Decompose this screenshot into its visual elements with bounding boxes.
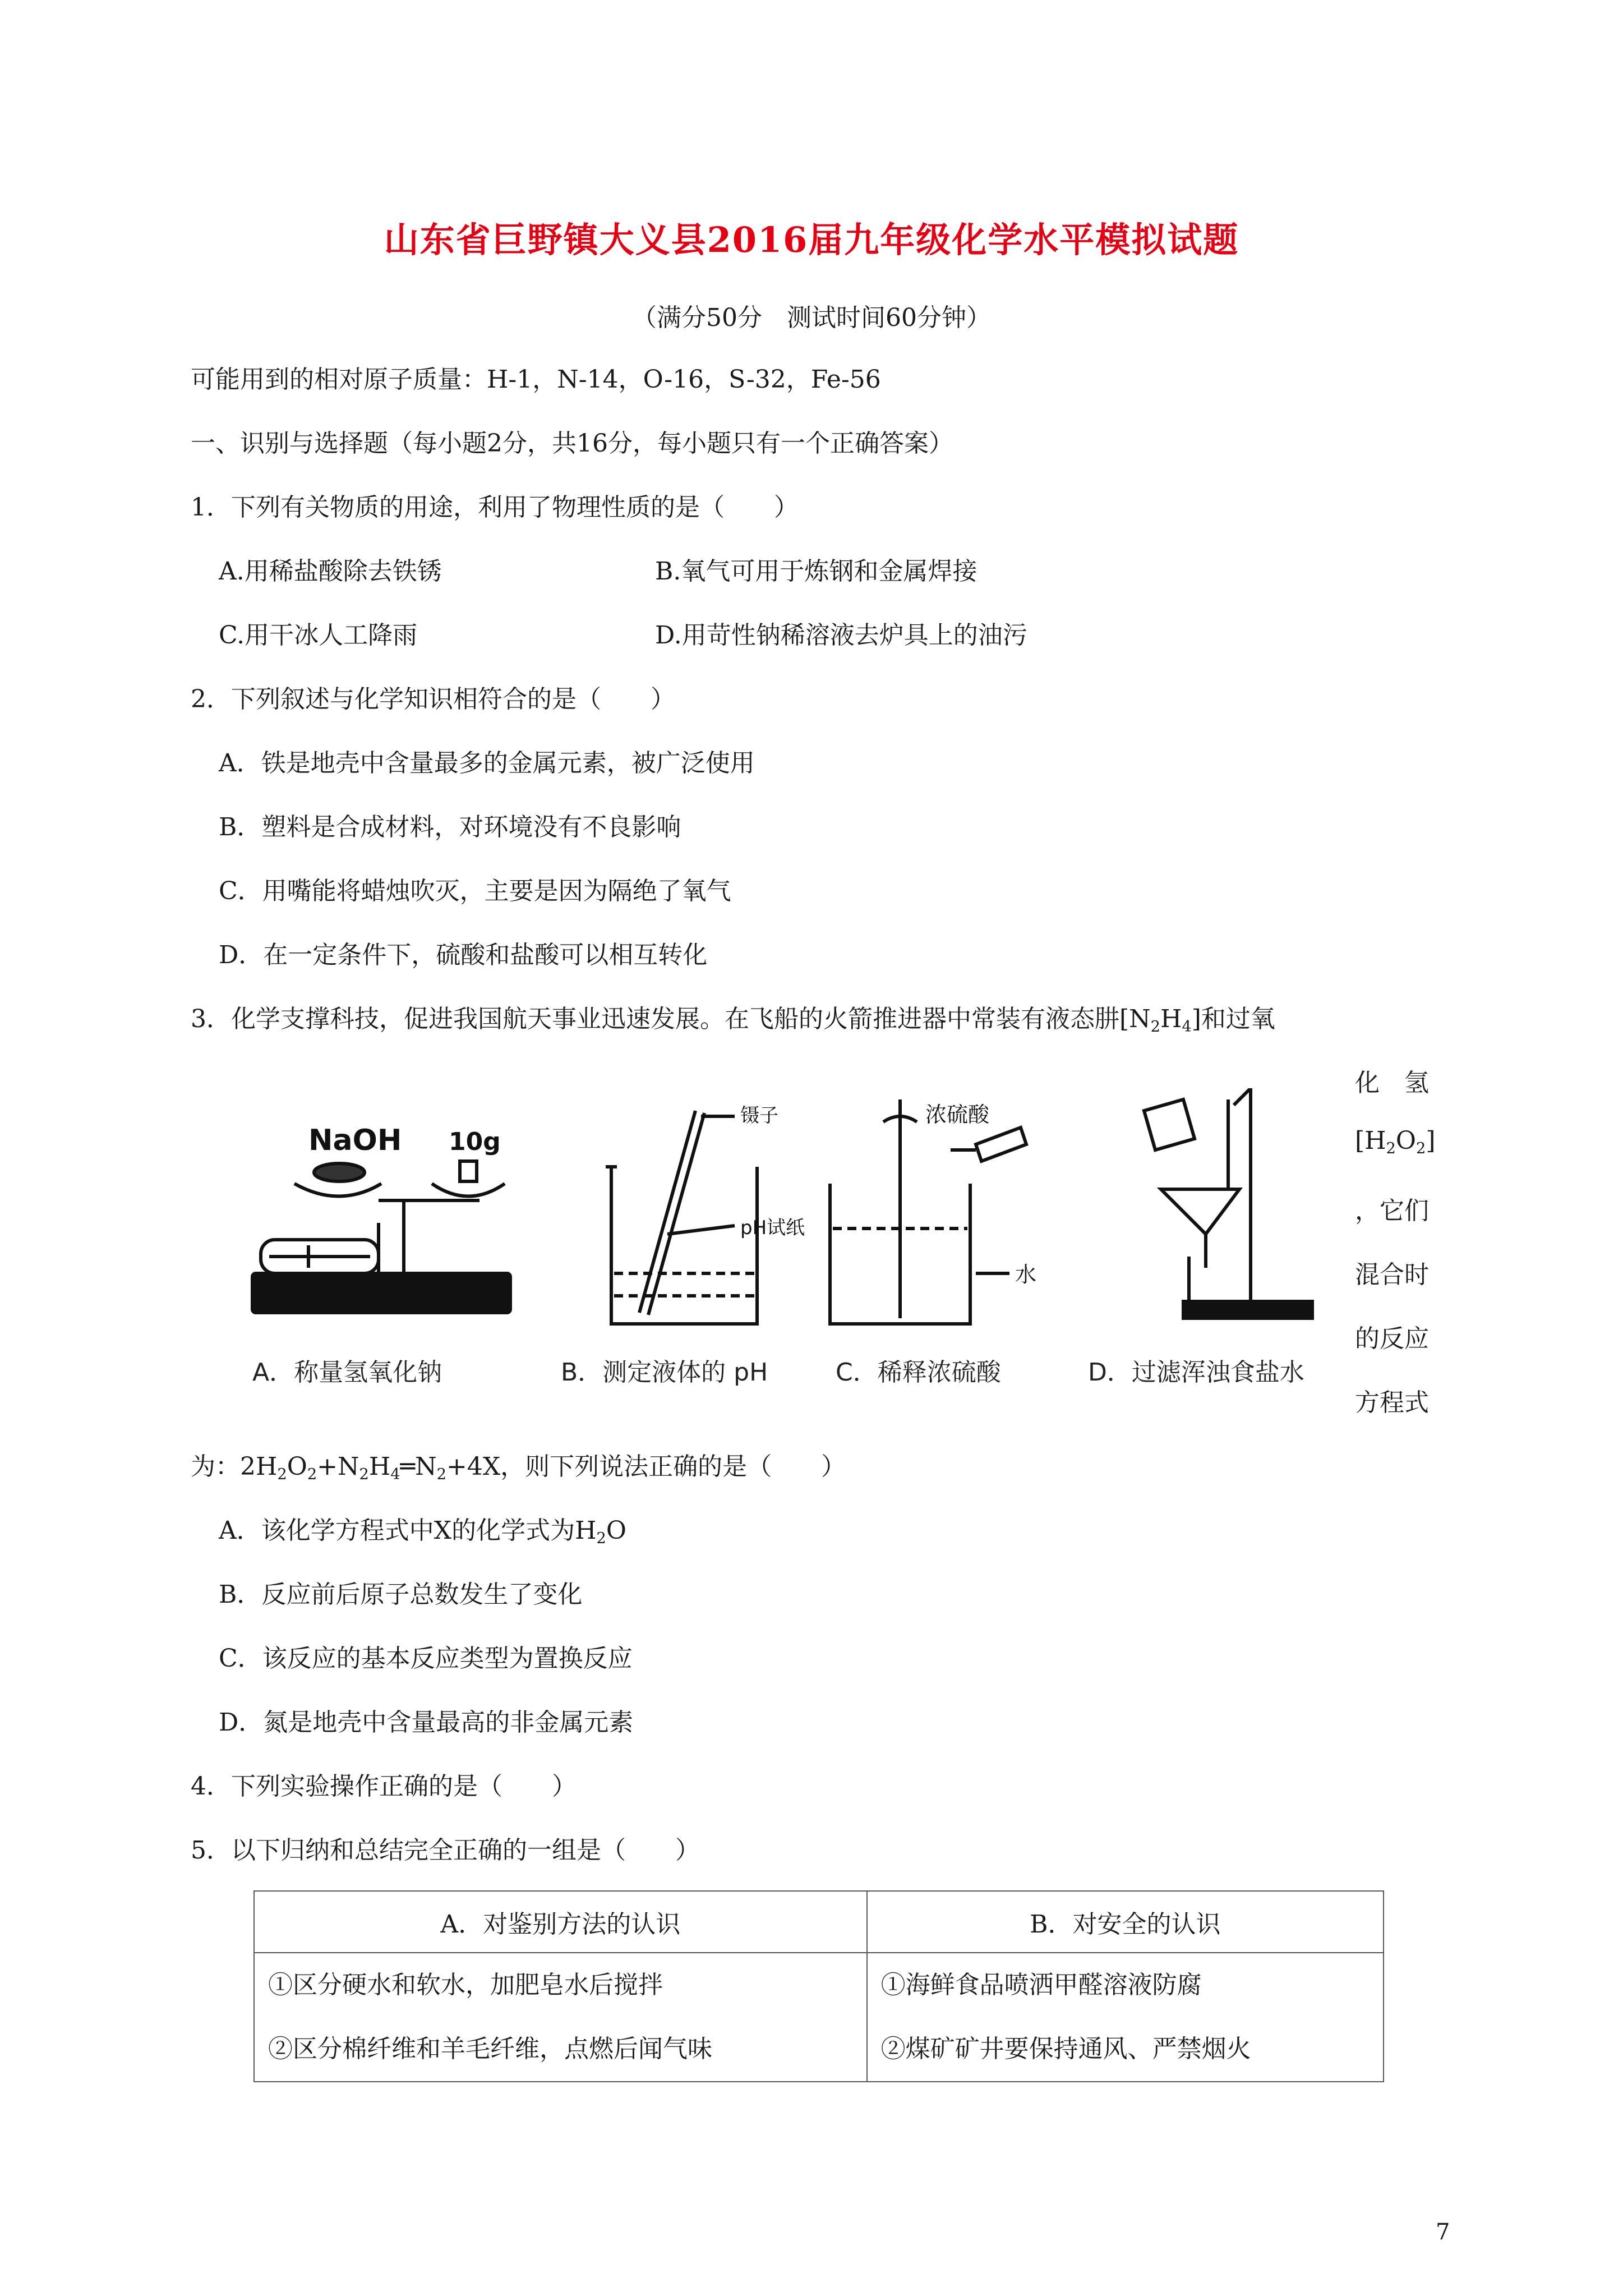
- table-head-b: B．对安全的认识: [867, 1891, 1384, 1953]
- label-water: 水: [1015, 1262, 1037, 1287]
- table-cell-a-line-2: ②区分棉纤维和羊毛纤维，点燃后闻气味: [268, 2035, 712, 2063]
- label-naoh: NaOH: [308, 1124, 402, 1157]
- q1-option-c: C.用干冰人工降雨: [219, 621, 418, 650]
- q1-option-d: D.用苛性钠稀溶液去炉具上的油污: [655, 621, 1027, 650]
- table-row: [254, 1953, 1384, 2082]
- label-ph-paper: pH试纸: [740, 1217, 805, 1239]
- table-cell-b-line-2: ②煤矿矿井要保持通风、严禁烟火: [880, 2035, 1251, 2063]
- q1-option-a: A.用稀盐酸除去铁锈: [219, 557, 442, 586]
- label-acid: 浓硫酸: [925, 1102, 990, 1127]
- exam-title: 山东省巨野镇大义县2016届九年级化学水平模拟试题: [384, 219, 1239, 260]
- q3-side-text-2: $[H_2O_2]$: [1355, 1126, 1436, 1158]
- atomic-masses: 可能用到的相对原子质量：H-1，N-14，O-16，S-32，Fe-56: [191, 365, 881, 394]
- label-10g: 10g: [449, 1128, 501, 1156]
- q2-option-b: B．塑料是合成材料，对环境没有不良影响: [219, 813, 681, 841]
- label-tweezers: 镊子: [740, 1105, 778, 1127]
- q2-option-d: D．在一定条件下，硫酸和盐酸可以相互转化: [219, 941, 708, 969]
- caption-a: A．称量氢氧化钠: [252, 1358, 442, 1387]
- q2-option-c: C．用嘴能将蜡烛吹灭，主要是因为隔绝了氧气: [219, 877, 731, 905]
- table-head-a: A．对鉴别方法的认识: [254, 1891, 867, 1953]
- q3-side-text-6: 方程式: [1355, 1388, 1429, 1417]
- dilution-beaker-icon: [830, 1099, 1026, 1324]
- section-heading: 一、识别与选择题（每小题2分，共16分，每小题只有一个正确答案）: [191, 429, 953, 458]
- table-cell-b: [867, 1953, 1384, 2082]
- beaker-ph-icon: [606, 1111, 757, 1324]
- q1-stem: 1．下列有关物质的用途，利用了物理性质的是（ ）: [191, 493, 799, 522]
- q2-option-a: A．铁是地壳中含量最多的金属元素，被广泛使用: [219, 749, 755, 777]
- caption-c: C．稀释浓硫酸: [836, 1358, 1001, 1387]
- filtration-stand-icon: [1144, 1088, 1312, 1318]
- caption-d: D．过滤浑浊食盐水: [1088, 1358, 1304, 1387]
- table-cell-b-line-1: ①海鲜食品喷洒甲醛溶液防腐: [880, 1971, 1202, 1999]
- exam-subtitle: （满分50分 测试时间60分钟）: [632, 303, 991, 332]
- q3-side-text-4: 混合时: [1355, 1260, 1429, 1289]
- q3-side-text-1: 化 氢: [1355, 1069, 1429, 1097]
- q3-option-b: B．反应前后原子总数发生了变化: [219, 1580, 583, 1609]
- q3-stem: 3．化学支撑科技，促进我国航天事业迅速发展。在飞船的火箭推进器中常装有液态肼$[N_2H_4]$和过氧: [191, 1005, 1275, 1036]
- table-cell-a-line-1: ①区分硬水和软水，加肥皂水后搅拌: [268, 1971, 663, 1999]
- lab-figure-drawing: [241, 1088, 1464, 1346]
- page-number: 7: [1436, 2219, 1450, 2245]
- balance-icon: [252, 1161, 510, 1313]
- q5-table: [253, 1890, 1384, 2082]
- table-row: [254, 1891, 1384, 1953]
- q4-stem: 4．下列实验操作正确的是（ ）: [191, 1772, 577, 1801]
- q3-equation: 为：$2H_2O_2+N_2H_4═N_2+4X$，则下列说法正确的是（ ）: [191, 1452, 846, 1484]
- lab-operations-figure: [241, 1088, 1464, 1402]
- table-cell-a: [254, 1953, 867, 2082]
- q5-stem: 5．以下归纳和总结完全正确的一组是（ ）: [191, 1836, 700, 1865]
- caption-b: B．测定液体的 pH: [561, 1358, 768, 1387]
- q2-stem: 2．下列叙述与化学知识相符合的是（ ）: [191, 685, 675, 714]
- q3-side-text-3: ，它们: [1355, 1197, 1429, 1225]
- q3-option-c: C．该反应的基本反应类型为置换反应: [219, 1644, 633, 1673]
- q3-side-text-5: 的反应: [1355, 1324, 1429, 1353]
- q3-option-a: A．该化学方程式中X的化学式为$H_2O$: [219, 1516, 626, 1548]
- q1-option-b: B.氧气可用于炼钢和金属焊接: [655, 557, 978, 586]
- q3-option-d: D．氮是地壳中含量最高的非金属元素: [219, 1708, 634, 1737]
